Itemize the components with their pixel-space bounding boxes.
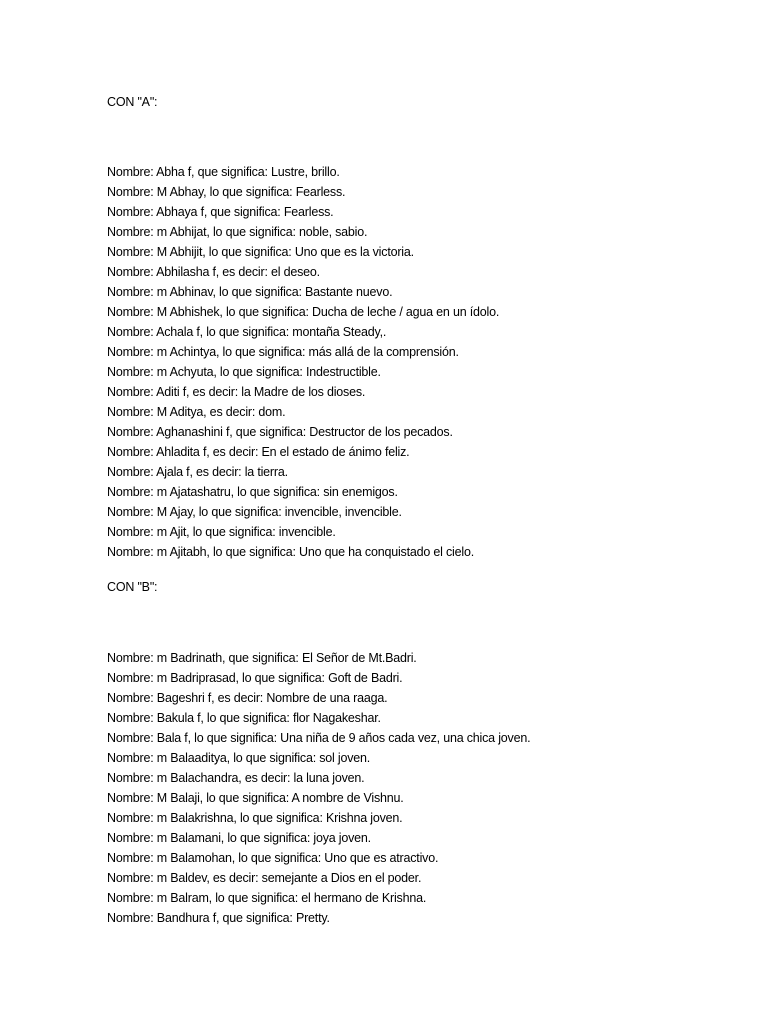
name-entry: Nombre: m Baldev, es decir: semejante a Dios en el poder. [107, 871, 422, 885]
name-entry: Nombre: m Abhijat, lo que significa: noble, sabio. [107, 225, 368, 239]
name-entry: Nombre: M Abhijit, lo que significa: Uno que es la victoria. [107, 245, 414, 259]
name-entry: Nombre: M Aditya, es decir: dom. [107, 405, 286, 419]
name-entry: Nombre: Aditi f, es decir: la Madre de los dioses. [107, 385, 366, 399]
name-entry: Nombre: Bakula f, lo que significa: flor Nagakeshar. [107, 711, 381, 725]
name-entry: Nombre: Ahladita f, es decir: En el estado de ánimo feliz. [107, 445, 410, 459]
name-entry: Nombre: M Balaji, lo que significa: A nombre de Vishnu. [107, 791, 404, 805]
section-heading-a: CON "A": [107, 95, 158, 109]
name-entry: Nombre: m Ajitabh, lo que significa: Uno que ha conquistado el cielo. [107, 545, 474, 559]
name-entry: Nombre: M Abhishek, lo que significa: Ducha de leche / agua en un ídolo. [107, 305, 500, 319]
name-entry: Nombre: m Balaaditya, lo que significa: sol joven. [107, 751, 371, 765]
name-entry: Nombre: Bandhura f, que significa: Pretty. [107, 911, 330, 925]
name-entry: Nombre: Achala f, lo que significa: montaña Steady,. [107, 325, 387, 339]
name-entry: Nombre: m Ajit, lo que significa: invencible. [107, 525, 336, 539]
name-entry: Nombre: m Badrinath, que significa: El Señor de Mt.Badri. [107, 651, 417, 665]
name-entry: Nombre: Bageshri f, es decir: Nombre de una raaga. [107, 691, 388, 705]
name-entry: Nombre: Abhilasha f, es decir: el deseo. [107, 265, 320, 279]
name-entry: Nombre: M Abhay, lo que significa: Fearless. [107, 185, 346, 199]
name-entry: Nombre: m Balram, lo que significa: el hermano de Krishna. [107, 891, 427, 905]
name-entry: Nombre: Ajala f, es decir: la tierra. [107, 465, 288, 479]
name-list-a [107, 162, 499, 562]
name-entry: Nombre: M Ajay, lo que significa: invencible, invencible. [107, 505, 402, 519]
name-entry: Nombre: Bala f, lo que significa: Una niña de 9 años cada vez, una chica joven. [107, 731, 531, 745]
name-entry: Nombre: Aghanashini f, que significa: Destructor de los pecados. [107, 425, 453, 439]
name-entry: Nombre: m Balamohan, lo que significa: Uno que es atractivo. [107, 851, 439, 865]
name-entry: Nombre: m Balamani, lo que significa: joya joven. [107, 831, 371, 845]
name-entry: Nombre: Abhaya f, que significa: Fearless. [107, 205, 334, 219]
name-entry: Nombre: m Balakrishna, lo que significa: Krishna joven. [107, 811, 403, 825]
name-entry: Nombre: m Abhinav, lo que significa: Bastante nuevo. [107, 285, 393, 299]
name-entry: Nombre: m Badriprasad, lo que significa: Goft de Badri. [107, 671, 403, 685]
name-entry: Nombre: m Ajatashatru, lo que significa: sin enemigos. [107, 485, 398, 499]
name-entry: Nombre: m Achintya, lo que significa: más allá de la comprensión. [107, 345, 459, 359]
name-entry: Nombre: m Achyuta, lo que significa: Indestructible. [107, 365, 381, 379]
name-entry: Nombre: Abha f, que significa: Lustre, brillo. [107, 165, 340, 179]
name-list-b [107, 648, 530, 928]
section-heading-b: CON "B": [107, 580, 158, 594]
name-entry: Nombre: m Balachandra, es decir: la luna joven. [107, 771, 365, 785]
